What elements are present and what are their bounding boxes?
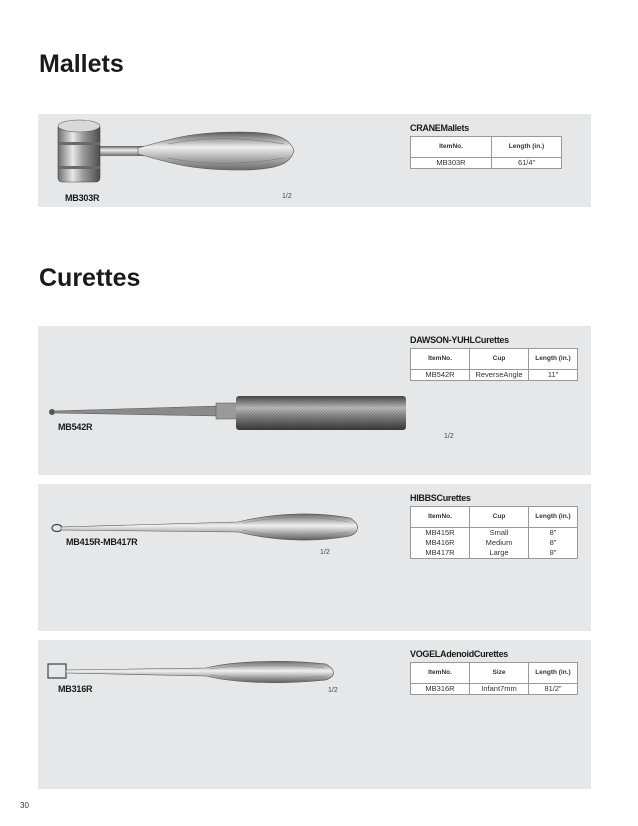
table-cell: Small [470, 528, 529, 539]
column-header: ItemNo. [411, 349, 470, 370]
product-panel-dawson-yuhl-curettes [38, 326, 591, 475]
table-cell: MB417R [411, 548, 470, 559]
column-header: Cup [470, 349, 529, 370]
product-code-label: MB303R [65, 193, 100, 203]
table-row [411, 158, 562, 169]
table-cell: Large [470, 548, 529, 559]
table-title: DAWSON-YUHLCurettes [410, 335, 509, 345]
curette-image [38, 326, 408, 475]
scale-label: 1/2 [444, 433, 454, 440]
section-heading-mallets: Mallets [39, 50, 124, 78]
table-cell: MB416R [411, 538, 470, 548]
column-header: Length (in.) [529, 507, 578, 528]
product-code-label: MB316R [58, 684, 93, 694]
table-cell: Medium [470, 538, 529, 548]
table-cell: MB542R [411, 370, 470, 381]
column-header: Length (in.) [492, 137, 562, 158]
table-cell: 8” [529, 538, 578, 548]
scale-label: 1/2 [282, 193, 292, 200]
column-header: ItemNo. [411, 663, 470, 684]
table-cell: ReverseAngle [470, 370, 529, 381]
table-cell: 8” [529, 528, 578, 539]
spec-table [410, 662, 578, 695]
column-header: ItemNo. [411, 137, 492, 158]
column-header: Size [470, 663, 529, 684]
scale-label: 1/2 [328, 687, 338, 694]
product-panel-hibbs-curettes [38, 484, 591, 631]
table-cell: MB415R [411, 528, 470, 539]
table-row [411, 370, 578, 381]
spec-table [410, 136, 562, 169]
column-header: Cup [470, 507, 529, 528]
table-row [411, 548, 578, 559]
table-cell: 8” [529, 548, 578, 559]
table-cell: MB303R [411, 158, 492, 169]
spec-table [410, 506, 578, 559]
column-header: ItemNo. [411, 507, 470, 528]
table-cell: MB316R [411, 684, 470, 695]
column-header: Length (in.) [529, 663, 578, 684]
table-cell: 11” [529, 370, 578, 381]
table-row [411, 684, 578, 695]
product-panel-vogel-adenoid-curettes [38, 640, 591, 789]
product-code-label: MB542R [58, 422, 93, 432]
product-code-label: MB415R-MB417R [66, 537, 138, 547]
table-title: HIBBSCurettes [410, 493, 471, 503]
table-title: VOGELAdenoidCurettes [410, 649, 509, 659]
page-number: 30 [20, 801, 29, 810]
section-heading-curettes: Curettes [39, 264, 141, 292]
table-title: CRANEMallets [410, 123, 469, 133]
product-panel-crane-mallets [38, 114, 591, 207]
spec-table [410, 348, 578, 381]
curette-image [38, 640, 378, 789]
curette-image [38, 484, 378, 631]
table-cell: 81/2” [529, 684, 578, 695]
table-cell: 61/4” [492, 158, 562, 169]
table-row [411, 538, 578, 548]
column-header: Length (in.) [529, 349, 578, 370]
table-cell: Infant7mm [470, 684, 529, 695]
scale-label: 1/2 [320, 549, 330, 556]
table-row [411, 528, 578, 539]
